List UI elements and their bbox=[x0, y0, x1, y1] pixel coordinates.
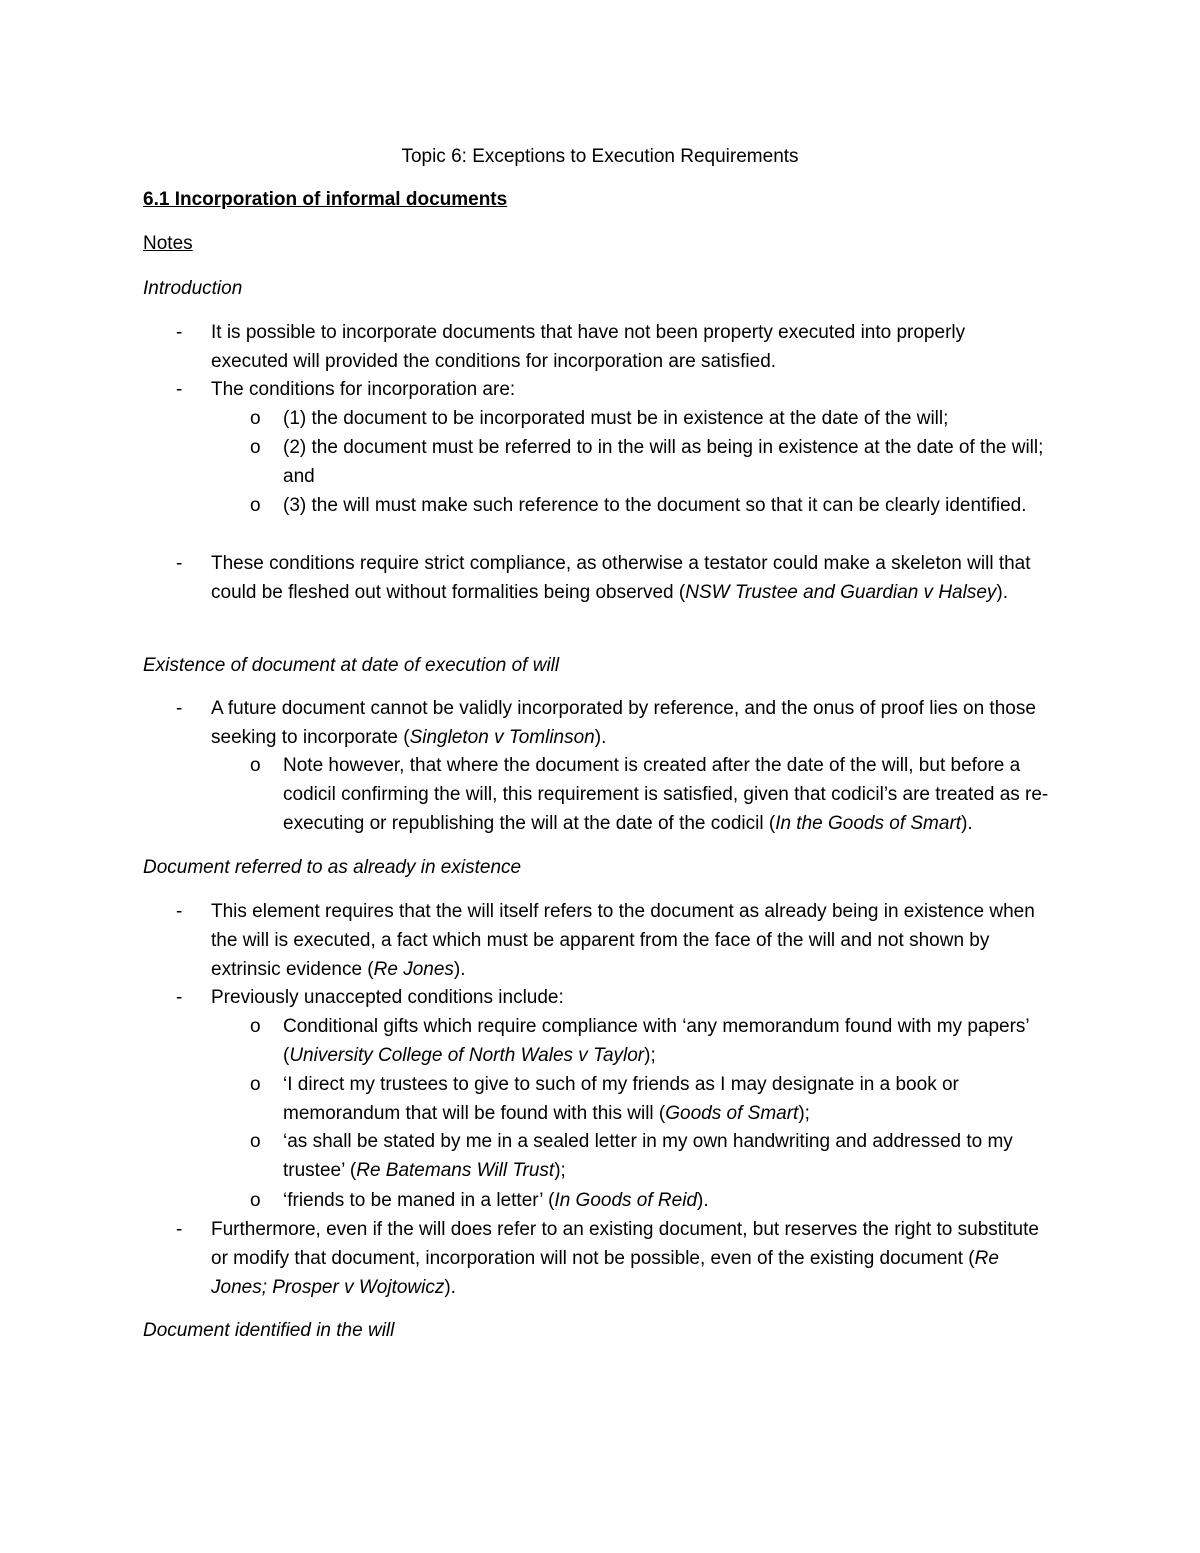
sub-list-item-text: (3) the will must make such reference to the document so that it can be clearly identified. bbox=[283, 495, 1027, 516]
sub-list-item-text: (2) the document must be referred to in the will as being in existence at the date of the will; and bbox=[283, 437, 1044, 487]
case-citation: Re Batemans Will Trust bbox=[356, 1160, 555, 1181]
circle-marker: o bbox=[250, 1131, 261, 1152]
text-run: ); bbox=[798, 1103, 810, 1124]
text-run: Note however, that where the document is created after the date of the will, but before a codicil confirming the will, this requirement is satisfied, given that codicil’s are treated as re-executing or republishing the will at the date of the codicil ( bbox=[283, 755, 1049, 834]
list-item-text bbox=[211, 694, 1046, 752]
subheading-referred: Document referred to as already in existence bbox=[143, 857, 522, 878]
sub-list-item-text: (1) the document to be incorporated must be in existence at the date of the will; bbox=[283, 408, 949, 429]
dash-marker: - bbox=[176, 379, 183, 400]
list-item-text bbox=[211, 549, 1046, 607]
dash-marker: - bbox=[176, 322, 183, 343]
text-run: ‘I direct my trustees to give to such of my friends as I may designate in a book or memorandum that will be found with this will ( bbox=[283, 1074, 959, 1124]
text-run: ). bbox=[453, 959, 466, 980]
list-item-text: The conditions for incorporation are: bbox=[211, 379, 516, 400]
text-run: These conditions require strict compliance, as otherwise a testator could make a skeleton will that could be fleshed out without formalities being observed ( bbox=[211, 553, 1031, 603]
text-run: ). bbox=[594, 727, 607, 748]
text-run: ). bbox=[961, 813, 973, 834]
sub-list-item-text bbox=[283, 1127, 1050, 1185]
text-run: This element requires that the will itself refers to the document as already being in existence when the will is executed, a fact which must be apparent from the face of the will and not shown by extrinsic evidence ( bbox=[211, 901, 1035, 980]
circle-marker: o bbox=[250, 437, 261, 458]
sub-list-item-text bbox=[283, 751, 1050, 838]
section-heading: 6.1 Incorporation of informal documents bbox=[143, 189, 508, 210]
sub-list-item-text bbox=[283, 1070, 1050, 1128]
list-item-text: It is possible to incorporate documents that have not been property executed into properly executed will provided the conditions for incorporation are satisfied. bbox=[211, 322, 966, 372]
circle-marker: o bbox=[250, 495, 261, 516]
circle-marker: o bbox=[250, 408, 261, 429]
text-run: ). bbox=[697, 1190, 709, 1211]
circle-marker: o bbox=[250, 755, 261, 776]
text-run: ); bbox=[644, 1045, 656, 1066]
circle-marker: o bbox=[250, 1190, 261, 1211]
text-run: ); bbox=[554, 1160, 566, 1181]
text-run: ‘as shall be stated by me in a sealed letter in my own handwriting and addressed to my trustee’ ( bbox=[283, 1131, 1013, 1181]
subheading-existence: Existence of document at date of execution of will bbox=[143, 655, 560, 676]
dash-marker: - bbox=[176, 553, 183, 574]
case-citation: NSW Trustee and Guardian v Halsey bbox=[685, 582, 997, 603]
subheading-introduction: Introduction bbox=[143, 278, 243, 299]
sub-list-item-text bbox=[283, 1012, 1050, 1070]
case-citation: In the Goods of Smart bbox=[775, 813, 962, 834]
text-run: A future document cannot be validly incorporated by reference, and the onus of proof lies on those seeking to incorporate ( bbox=[211, 698, 1036, 748]
circle-marker: o bbox=[250, 1016, 261, 1037]
case-citation: Goods of Smart bbox=[665, 1103, 799, 1124]
page-title: Topic 6: Exceptions to Execution Requirements bbox=[401, 146, 799, 167]
text-run: ). bbox=[996, 582, 1009, 603]
list-item-text: Previously unaccepted conditions include: bbox=[211, 987, 564, 1008]
dash-marker: - bbox=[176, 1219, 183, 1240]
sub-list-item-text bbox=[283, 1186, 1050, 1215]
circle-marker: o bbox=[250, 1074, 261, 1095]
case-citation: University College of North Wales v Taylor bbox=[289, 1045, 645, 1066]
case-citation: In Goods of Reid bbox=[554, 1190, 698, 1211]
dash-marker: - bbox=[176, 987, 183, 1008]
list-item bbox=[176, 318, 1046, 376]
list-item bbox=[176, 375, 1046, 404]
dash-marker: - bbox=[176, 698, 183, 719]
case-citation: Re Jones; Prosper v Wojtowicz bbox=[211, 1248, 999, 1298]
notes-label: Notes bbox=[143, 233, 193, 254]
text-run: ). bbox=[444, 1277, 456, 1298]
list-item-text bbox=[211, 1215, 1046, 1302]
subheading-identified: Document identified in the will bbox=[143, 1320, 395, 1341]
text-run: ‘friends to be maned in a letter’ ( bbox=[283, 1190, 555, 1211]
text-run: Conditional gifts which require compliance with ‘any memorandum found with my papers’ ( bbox=[283, 1016, 1029, 1066]
dash-marker: - bbox=[176, 901, 183, 922]
case-citation: Singleton v Tomlinson bbox=[409, 727, 595, 748]
case-citation: Re Jones bbox=[373, 959, 454, 980]
text-run: Furthermore, even if the will does refer to an existing document, but reserves the right to substitute or modify that document, incorporation will not be possible, even of the existing document ( bbox=[211, 1219, 1039, 1269]
list-item-text bbox=[211, 897, 1046, 984]
